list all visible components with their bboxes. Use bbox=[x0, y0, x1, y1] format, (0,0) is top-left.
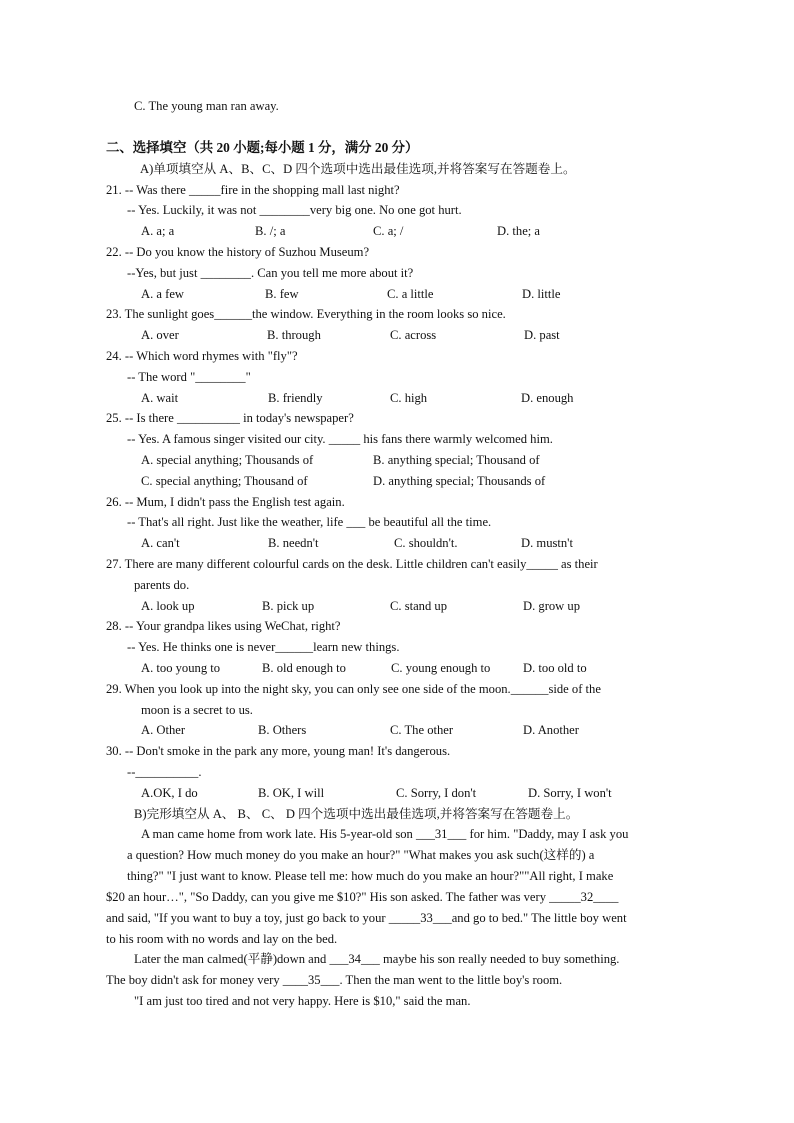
q27-option-d: D. grow up bbox=[523, 599, 581, 613]
question-27-line1: 27. There are many different colourful cards on the desk. Little children can't easily_____ as their bbox=[106, 557, 598, 571]
question-29-line2: moon is a secret to us. bbox=[141, 703, 253, 717]
part-b-instruction: B)完形填空从 A、 B、 C、 D 四个选项中选出最佳选项,并将答案写在答题卷上。 bbox=[134, 807, 579, 821]
q28-option-a: A. too young to bbox=[141, 661, 221, 675]
q27-option-a: A. look up bbox=[141, 599, 195, 613]
q28-option-c: C. young enough to bbox=[391, 661, 491, 675]
question-24-line2: -- The word "________" bbox=[127, 370, 251, 384]
q23-option-c: C. across bbox=[390, 328, 437, 342]
q21-option-d: D. the; a bbox=[497, 224, 541, 238]
q30-option-b: B. OK, I will bbox=[258, 786, 325, 800]
q24-option-d: D. enough bbox=[521, 391, 574, 405]
q22-option-b: B. few bbox=[265, 287, 299, 301]
q27-option-b: B. pick up bbox=[262, 599, 315, 613]
passage-line: and said, "If you want to buy a toy, just go back to your _____33___and go to bed." The little boy went bbox=[106, 911, 627, 925]
q22-option-d: D. little bbox=[522, 287, 561, 301]
q30-option-d: D. Sorry, I won't bbox=[528, 786, 612, 800]
question-22-line1: 22. -- Do you know the history of Suzhou Museum? bbox=[106, 245, 370, 259]
q26-option-a: A. can't bbox=[141, 536, 180, 550]
q23-option-b: B. through bbox=[267, 328, 321, 342]
question-24-line1: 24. -- Which word rhymes with "fly"? bbox=[106, 349, 298, 363]
question-26-line1: 26. -- Mum, I didn't pass the English test again. bbox=[106, 495, 345, 509]
q29-option-b: B. Others bbox=[258, 723, 307, 737]
passage-line: to his room with no words and lay on the bed. bbox=[106, 932, 338, 946]
passage-line: "I am just too tired and not very happy. Here is $10," said the man. bbox=[134, 994, 471, 1008]
q24-option-c: C. high bbox=[390, 391, 428, 405]
q25-option-a: A. special anything; Thousands of bbox=[141, 453, 314, 467]
q25-option-d: D. anything special; Thousands of bbox=[373, 474, 546, 488]
q25-option-c: C. special anything; Thousand of bbox=[141, 474, 308, 488]
q27-option-c: C. stand up bbox=[390, 599, 448, 613]
q24-option-a: A. wait bbox=[141, 391, 179, 405]
question-28-line2: -- Yes. He thinks one is never______learn new things. bbox=[127, 640, 400, 654]
q25-option-b: B. anything special; Thousand of bbox=[373, 453, 540, 467]
question-30-line1: 30. -- Don't smoke in the park any more, young man! It's dangerous. bbox=[106, 744, 451, 758]
q22-option-c: C. a little bbox=[387, 287, 434, 301]
q29-option-d: D. Another bbox=[523, 723, 579, 737]
passage-line: thing?" "I just want to know. Please tell me: how much do you make an hour?""All right, I make bbox=[127, 869, 614, 883]
question-29-line1: 29. When you look up into the night sky, you can only see one side of the moon.______side of the bbox=[106, 682, 601, 696]
question-22-line2: --Yes, but just ________. Can you tell me more about it? bbox=[127, 266, 414, 280]
passage-line: a question? How much money do you make an hour?" "What makes you ask such(这样的) a bbox=[127, 848, 595, 862]
q29-option-c: C. The other bbox=[390, 723, 454, 737]
question-30-line2: --__________. bbox=[127, 765, 202, 779]
section-heading: 二、选择填空（共 20 小题;每小题 1 分，满分 20 分） bbox=[106, 140, 419, 155]
q21-option-a: A. a; a bbox=[141, 224, 175, 238]
previous-option: C. The young man ran away. bbox=[134, 99, 279, 113]
q30-option-c: C. Sorry, I don't bbox=[396, 786, 477, 800]
question-21-line2: -- Yes. Luckily, it was not ________very big one. No one got hurt. bbox=[127, 203, 462, 217]
q28-option-b: B. old enough to bbox=[262, 661, 346, 675]
passage-line: The boy didn't ask for money very ____35___. Then the man went to the little boy's room. bbox=[106, 973, 563, 987]
q29-option-a: A. Other bbox=[141, 723, 186, 737]
question-27-line2: parents do. bbox=[134, 578, 190, 592]
q26-option-c: C. shouldn't. bbox=[394, 536, 458, 550]
q30-option-a: A.OK, I do bbox=[141, 786, 198, 800]
q24-option-b: B. friendly bbox=[268, 391, 323, 405]
q21-option-b: B. /; a bbox=[255, 224, 286, 238]
passage-line: $20 an hour…", "So Daddy, can you give me $10?" His son asked. The father was very _____32____ bbox=[106, 890, 619, 904]
passage-line: A man came home from work late. His 5-year-old son ___31___ for him. "Daddy, may I ask you bbox=[141, 827, 629, 841]
question-23-line1: 23. The sunlight goes______the window. Everything in the room looks so nice. bbox=[106, 307, 506, 321]
question-21-line1: 21. -- Was there _____fire in the shopping mall last night? bbox=[106, 183, 400, 197]
question-28-line1: 28. -- Your grandpa likes using WeChat, right? bbox=[106, 619, 341, 633]
question-25-line1: 25. -- Is there __________ in today's newspaper? bbox=[106, 411, 354, 425]
question-26-line2: -- That's all right. Just like the weather, life ___ be beautiful all the time. bbox=[127, 515, 492, 529]
question-25-line2: -- Yes. A famous singer visited our city. _____ his fans there warmly welcomed him. bbox=[127, 432, 553, 446]
q26-option-b: B. needn't bbox=[268, 536, 319, 550]
q28-option-d: D. too old to bbox=[523, 661, 587, 675]
q21-option-c: C. a; / bbox=[373, 224, 404, 238]
q23-option-a: A. over bbox=[141, 328, 179, 342]
passage-line: Later the man calmed(平静)down and ___34___ maybe his son really needed to buy something. bbox=[134, 952, 620, 966]
q26-option-d: D. mustn't bbox=[521, 536, 573, 550]
q22-option-a: A. a few bbox=[141, 287, 185, 301]
q23-option-d: D. past bbox=[524, 328, 560, 342]
part-a-instruction: A)单项填空从 A、B、C、D 四个选项中选出最佳选项,并将答案写在答题卷上。 bbox=[140, 162, 576, 176]
